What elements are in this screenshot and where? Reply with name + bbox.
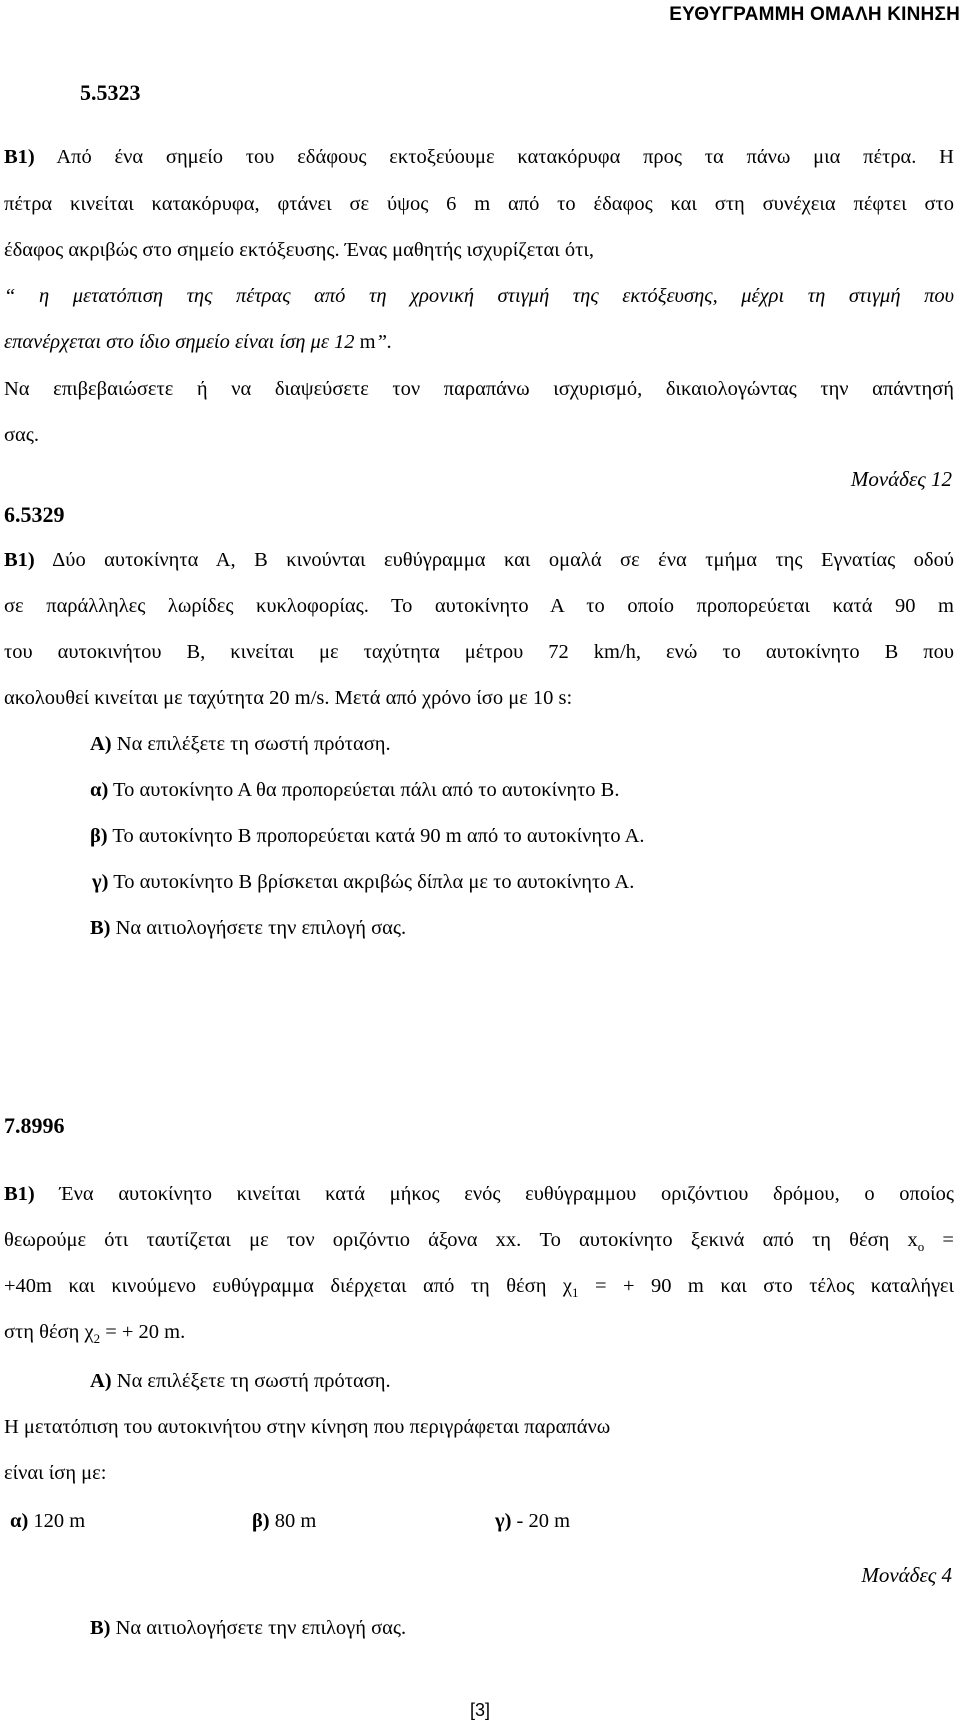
problem-number: 6.5329 xyxy=(4,502,65,527)
problem-number: 7.8996 xyxy=(4,1113,65,1138)
option-beta: β) Το αυτοκίνητο Β προπορεύεται κατά 90 m από το αυτοκίνητο Α. xyxy=(90,825,645,847)
problem3-text-line-4: στη θέση $\chi_2$ = + 20 m. xyxy=(4,1321,186,1347)
problem-label: Β1) xyxy=(4,146,35,168)
option-gamma: γ) - 20 m xyxy=(495,1510,571,1532)
problem3-text-line-3: +40m και κινούμενο ευθύγραμμα διέρχεται από τη θέση $\chi_1$ = + 90 m και στο τέλος καταλήγει xyxy=(4,1275,954,1301)
part-b: Β) Να αιτιολογήσετε την επιλογή σας. xyxy=(90,1617,407,1639)
problem3-text-line-5: Η μετατόπιση του αυτοκινήτου στην κίνηση που περιγράφεται παραπάνω xyxy=(4,1416,611,1438)
page-header-title: ΕΥΘΥΓΡΑΜΜΗ ΟΜΑΛΗ ΚΙΝΗΣΗ xyxy=(669,4,960,25)
problem1-text-line-2: πέτρα κινείται κατακόρυφα, φτάνει σε ύψος 6 m από το έδαφος και στη συνέχεια πέφτει στο xyxy=(4,193,954,215)
problem3-text-line-6: είναι ίση με: xyxy=(4,1462,107,1484)
problem1-text-line-4: Να επιβεβαιώσετε ή να διαψεύσετε τον παραπάνω ισχυρισμό, δικαιολογώντας την απάντησή xyxy=(4,378,954,400)
problem1-quote-line-2: επανέρχεται στο ίδιο σημείο είναι ίση με 12 m”. xyxy=(4,331,393,353)
points-label: Μονάδες 4 xyxy=(861,1563,952,1587)
problem1-text-line-3: έδαφος ακριβώς στο σημείο εκτόξευσης. Ένας μαθητής ισχυρίζεται ότι, xyxy=(4,239,595,261)
problem1-quote-line-1: “ η μετατόπιση της πέτρας από τη χρονική στιγμή της εκτόξευσης, μέχρι τη στιγμή που xyxy=(4,285,955,307)
problem2-text-line-3: του αυτοκινήτου Β, κινείται με ταχύτητα μέτρου 72 km/h, ενώ το αυτοκίνητο Β που xyxy=(4,641,954,663)
part-b: Β) Να αιτιολογήσετε την επιλογή σας. xyxy=(90,917,407,939)
points-label: Μονάδες 12 xyxy=(850,467,952,491)
part-a: Α) Να επιλέξετε τη σωστή πρόταση. xyxy=(90,1370,391,1392)
problem-label: Β1) xyxy=(4,549,35,571)
problem2-text-line-2: σε παράλληλες λωρίδες κυκλοφορίας. Το αυτοκίνητο Α το οποίο προπορεύεται κατά 90 m xyxy=(4,595,954,617)
page-number: [3] xyxy=(469,1700,490,1720)
problem-label: Β1) xyxy=(4,1183,35,1205)
problem2-text-line-1: Β1) Δύο αυτοκίνητα Α, Β κινούνται ευθύγραμμα και ομαλά σε ένα τμήμα της Εγνατίας οδού xyxy=(4,549,954,571)
problem1-text-line-5: σας. xyxy=(4,424,40,446)
problem3-text-line-2: θεωρούμε ότι ταυτίζεται με τον οριζόντιο άξονα xx. Το αυτοκίνητο ξεκινά από τη θέση $x_o$ = xyxy=(4,1229,954,1255)
option-gamma: γ) Το αυτοκίνητο Β βρίσκεται ακριβώς δίπλα με το αυτοκίνητο Α. xyxy=(92,871,635,893)
part-a: Α) Να επιλέξετε τη σωστή πρόταση. xyxy=(90,733,391,755)
problem2-text-line-4: ακολουθεί κινείται με ταχύτητα 20 m/s. Μετά από χρόνο ίσο με 10 s: xyxy=(4,687,573,709)
problem1-text-line-1: Β1) Από ένα σημείο του εδάφους εκτοξεύουμε κατακόρυφα προς τα πάνω μια πέτρα. Η xyxy=(4,146,954,168)
option-alpha: α) Το αυτοκίνητο Α θα προπορεύεται πάλι από το αυτοκίνητο Β. xyxy=(90,779,620,801)
option-alpha: α) 120 m xyxy=(10,1510,86,1532)
problem3-text-line-1: Β1) Ένα αυτοκίνητο κινείται κατά μήκος ενός ευθύγραμμου οριζόντιου δρόμου, ο οποίος xyxy=(4,1183,955,1205)
option-beta: β) 80 m xyxy=(252,1510,317,1532)
problem-number: 5.5323 xyxy=(80,80,141,105)
